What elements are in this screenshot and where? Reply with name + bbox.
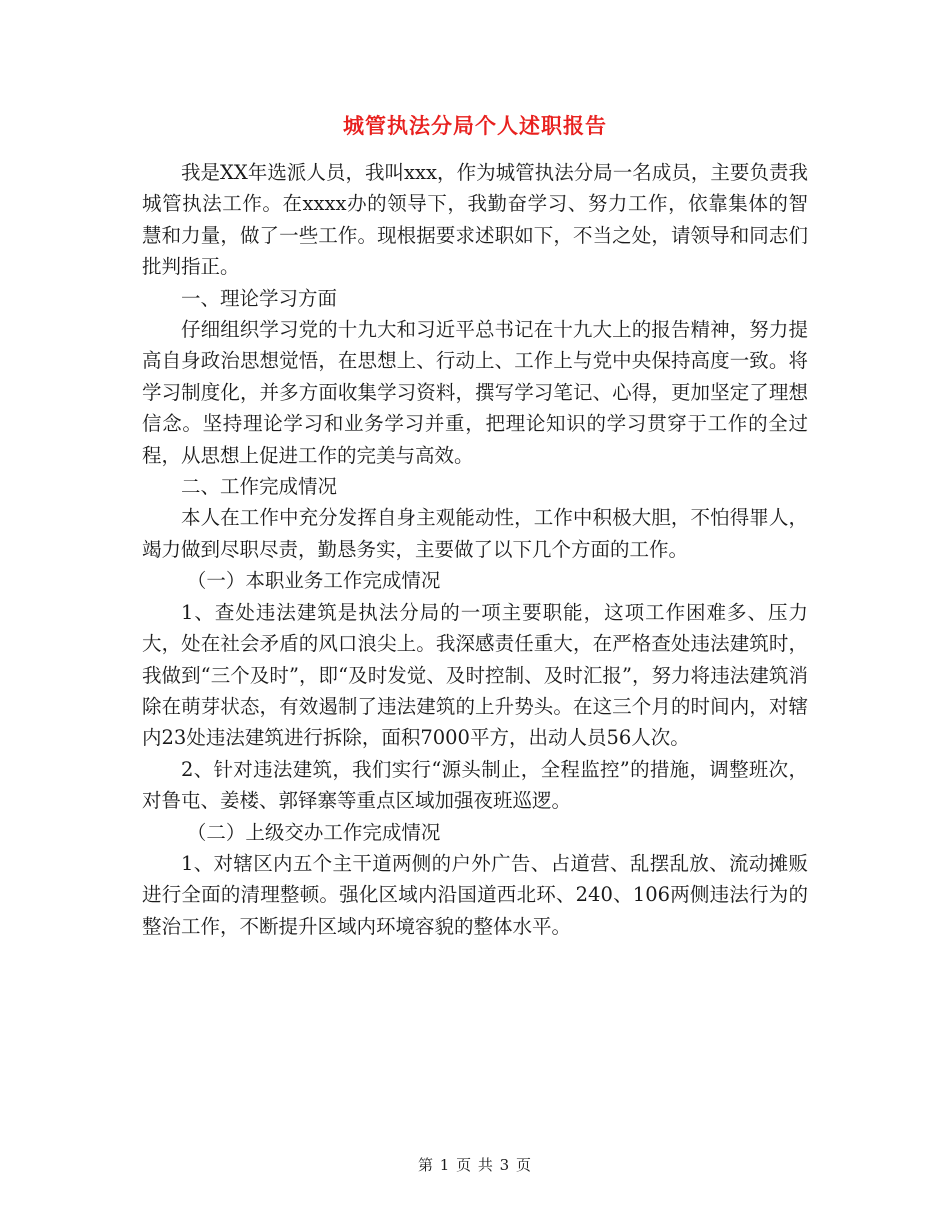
paragraph-theory: 仔细组织学习党的十九大和习近平总书记在十九大上的报告精神，努力提高自身政治思想觉悟，在思想上、行动上、工作上与党中央保持高度一致。将学习制度化，并多方面收集学习资料，撰写学习笔记、心得，更加坚定了理想信念。坚持理论学习和业务学习并重，把理论知识的学习贯穿于工作的全过程，从思想上促进工作的完美与高效。	[142, 318, 808, 467]
paragraph-duty-2: 2、针对违法建筑，我们实行“源头制止，全程监控”的措施，调整班次，对鲁屯、姜楼、郭铎寨等重点区域加强夜班巡逻。	[142, 757, 808, 813]
section-heading-work: 二、工作完成情况	[181, 475, 338, 499]
section-heading-theory: 一、理论学习方面	[181, 286, 338, 310]
subsection-heading-assigned: （二）上级交办工作完成情况	[186, 820, 441, 844]
document-title: 城管执法分局个人述职报告	[343, 113, 607, 138]
document-body	[142, 157, 808, 942]
paragraph-duty-1: 1、查处违法建筑是执法分局的一项主要职能，这项工作困难多、压力大，处在社会矛盾的风口浪尖上。我深感责任重大，在严格查处违法建筑时，我做到“三个及时”，即“及时发觉、及时控制、及时汇报”，努力将违法建筑消除在萌芽状态，有效遏制了违法建筑的上升势头。在这三个月的时间内，对辖内23处违法建筑进行拆除，面积7000平方，出动人员56人次。	[142, 600, 808, 750]
page-footer: 第 1 页 共 3 页	[418, 1156, 532, 1174]
subsection-heading-duties: （一）本职业务工作完成情况	[186, 569, 441, 593]
paragraph-intro: 我是XX年选派人员，我叫xxx，作为城管执法分局一名成员，主要负责我城管执法工作。在xxxx办的领导下，我勤奋学习、努力工作，依靠集体的智慧和力量，做了一些工作。现根据要求述职如下，不当之处，请领导和同志们批判指正。	[142, 161, 808, 279]
paragraph-work: 本人在工作中充分发挥自身主观能动性，工作中积极大胆，不怕得罪人，竭力做到尽职尽责，勤恳务实，主要做了以下几个方面的工作。	[142, 506, 808, 561]
paragraph-assigned-1: 1、对辖区内五个主干道两侧的户外广告、占道营、乱摆乱放、流动摊贩进行全面的清理整顿。强化区域内沿国道西北环、240、106两侧违法行为的整治工作，不断提升区域内环境容貌的整体水平。	[142, 851, 808, 938]
